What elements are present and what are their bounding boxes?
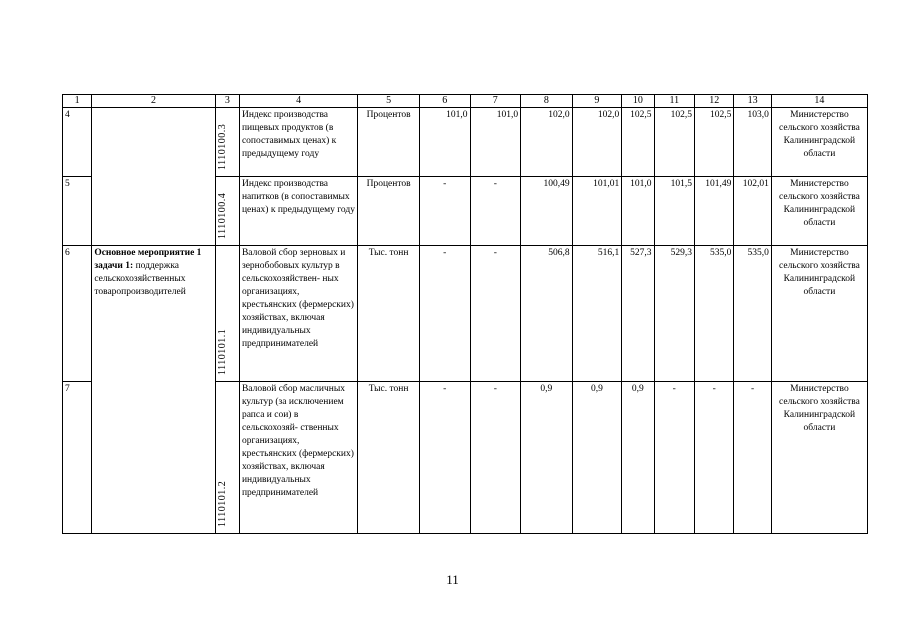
header-cell: 11 <box>654 95 694 108</box>
header-cell: 8 <box>521 95 573 108</box>
row-number: 6 <box>63 246 92 382</box>
unit: Процентов <box>358 108 420 177</box>
page-number: 11 <box>446 572 459 587</box>
indicator-code: 1110100.3 <box>216 123 228 170</box>
value-col11: 102,5 <box>654 108 694 177</box>
value-col12: - <box>694 382 733 534</box>
value-col8: 100,49 <box>521 177 573 246</box>
value-col9: 101,01 <box>572 177 622 246</box>
unit: Процентов <box>358 177 420 246</box>
header-cell: 5 <box>358 95 420 108</box>
indicator-name: Индекс производства напитков (в сопоставимых ценах) к предыдущему году <box>239 177 357 246</box>
value-col8: 102,0 <box>521 108 573 177</box>
responsible-body: Министерство сельского хозяйства Калининградской области <box>771 382 867 534</box>
value-col11: 101,5 <box>654 177 694 246</box>
responsible-body: Министерство сельского хозяйства Калининградской области <box>771 177 867 246</box>
unit: Тыс. тонн <box>358 382 420 534</box>
value-col10: 101,0 <box>622 177 654 246</box>
value-col13: 102,01 <box>734 177 771 246</box>
value-col13: 535,0 <box>734 246 771 382</box>
measure-title: Основное мероприятие 1 задачи 1: <box>94 248 202 271</box>
header-cell: 2 <box>92 95 215 108</box>
value-col13: 103,0 <box>734 108 771 177</box>
header-cell: 7 <box>470 95 521 108</box>
row-number: 5 <box>63 177 92 246</box>
header-cell: 10 <box>622 95 654 108</box>
code-cell <box>215 246 239 382</box>
indicator-name: Валовой сбор масличных культур (за исключением рапса и сои) в сельскохозяй- ственных организациях, крестьянских (фермерских) хозяйствах, включая индивидуальных предпринимателей <box>239 382 357 534</box>
value-col9: 102,0 <box>572 108 622 177</box>
table-row <box>63 108 868 177</box>
value-col6: - <box>419 177 470 246</box>
value-col7: 101,0 <box>470 108 521 177</box>
code-cell <box>215 382 239 534</box>
indicator-table <box>62 94 868 534</box>
value-col7: - <box>470 177 521 246</box>
unit: Тыс. тонн <box>358 246 420 382</box>
row-number: 4 <box>63 108 92 177</box>
code-cell <box>215 108 239 177</box>
value-col7: - <box>470 246 521 382</box>
value-col9: 0,9 <box>572 382 622 534</box>
header-cell: 6 <box>419 95 470 108</box>
value-col6: 101,0 <box>419 108 470 177</box>
header-cell: 9 <box>572 95 622 108</box>
header-cell: 14 <box>771 95 867 108</box>
measure-description: поддержка сельскохозяйственных товаропроизводителей <box>94 261 186 297</box>
value-col9: 516,1 <box>572 246 622 382</box>
header-cell: 4 <box>239 95 357 108</box>
value-col7: - <box>470 382 521 534</box>
indicator-code: 1110101.1 <box>216 328 228 375</box>
value-col6: - <box>419 382 470 534</box>
value-col12: 101,49 <box>694 177 733 246</box>
value-col8: 506,8 <box>521 246 573 382</box>
value-col8: 0,9 <box>521 382 573 534</box>
value-col13: - <box>734 382 771 534</box>
measure-cell <box>92 246 215 534</box>
value-col12: 102,5 <box>694 108 733 177</box>
header-cell: 1 <box>63 95 92 108</box>
header-cell: 13 <box>734 95 771 108</box>
code-cell <box>215 177 239 246</box>
value-col12: 535,0 <box>694 246 733 382</box>
value-col10: 0,9 <box>622 382 654 534</box>
value-col11: - <box>654 382 694 534</box>
table-row <box>63 246 868 382</box>
header-cell: 12 <box>694 95 733 108</box>
indicator-name: Индекс производства пищевых продуктов (в сопоставимых ценах) к предыдущему году <box>239 108 357 177</box>
value-col10: 102,5 <box>622 108 654 177</box>
indicator-code: 1110100.4 <box>216 192 228 239</box>
value-col6: - <box>419 246 470 382</box>
value-col10: 527,3 <box>622 246 654 382</box>
indicator-name: Валовой сбор зерновых и зернобобовых культур в сельскохозяйствен- ных организациях, крестьянских (фермерских) хозяйствах, включая индивидуальных предпринимателей <box>239 246 357 382</box>
responsible-body: Министерство сельского хозяйства Калининградской области <box>771 246 867 382</box>
header-cell: 3 <box>215 95 239 108</box>
responsible-body: Министерство сельского хозяйства Калининградской области <box>771 108 867 177</box>
value-col11: 529,3 <box>654 246 694 382</box>
measure-cell <box>92 108 215 246</box>
row-number: 7 <box>63 382 92 534</box>
indicator-code: 1110101.2 <box>216 480 228 527</box>
header-row <box>63 95 868 108</box>
